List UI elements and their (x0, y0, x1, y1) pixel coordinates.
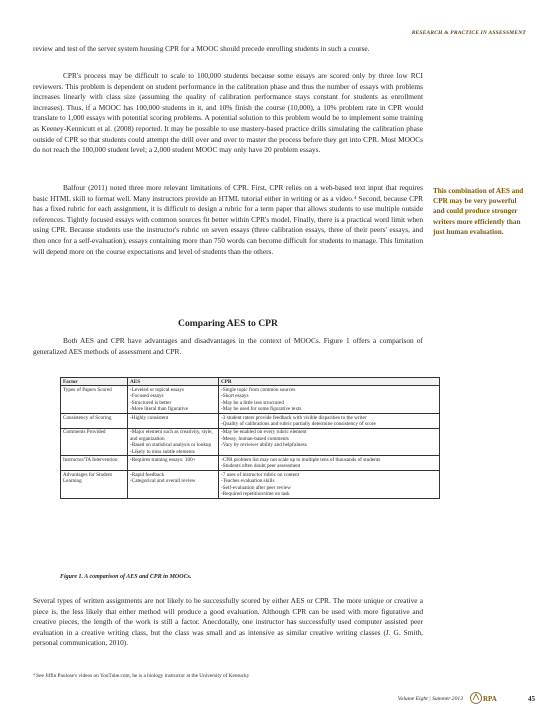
table-cell-factor: Types of Papers Scored (61, 386, 128, 414)
table-cell-cpr: -3 student raters provide feedback with visible disparities to the writer -Quality of calibrations and rubric partially determine consistency of score (219, 414, 440, 429)
table-row (61, 414, 440, 429)
table-row (61, 456, 440, 471)
paragraph-text: Both AES and CPR have advantages and disadvantages in the context of MOOCs. Figure 1 offers a comparison of generalized AES methods of assessment and CPR. (33, 336, 423, 356)
table-row (61, 428, 440, 456)
table-cell-aes: -Requires training essays: 100+ (128, 456, 219, 471)
page-number: 45 (528, 695, 535, 703)
running-header (33, 30, 526, 38)
table-cell-factor: Comments Provided (61, 428, 128, 456)
table-cell-factor: Advantages for Student Learning (61, 471, 128, 499)
footnote: ⁴ See Jiffin Paulose's videos on YouTube.com, he is a biology instructor at the University of Kentucky (33, 673, 250, 679)
table-cell-cpr: -CPR problem list may not scale up to multiple tens of thousands of students -Students often doubt peer assessment (219, 456, 440, 471)
table-row (61, 386, 440, 414)
header-factor: Factor (61, 378, 128, 386)
table-cell-factor: Consistency of Scoring (61, 414, 128, 429)
paragraph-text: review and test of the server system housing CPR for a MOOC should precede enrolling students in such a course. (33, 44, 370, 53)
table-header-row (61, 378, 440, 386)
table-cell-aes: -Rapid feedback -Categorical and overall review (128, 471, 219, 499)
header-aes: AES (128, 378, 219, 386)
paragraph-1 (33, 44, 423, 55)
rpa-logo-icon (469, 691, 499, 705)
paragraph-5 (33, 596, 423, 649)
figure-caption: Figure 1. A comparison of AES and CPR in MOOCs. (60, 574, 192, 580)
issue-label: Volume Eight | Summer 2013 (397, 696, 463, 702)
logo-text: RPA (483, 695, 497, 703)
paragraph-text: Balfour (2011) noted three more relevant limitations of CPR. First, CPR relies on a web-based text input that requires basic HTML skill to format well. Many instructors provide an HTML tutorial either in writing or as a video.⁴ Second, because CPR has a fixed rubric for each assignment, it is difficult to design a rubric for a term paper that allows students to use multiple outside references. Tightly focused essays with common sources fit better within CPR's model. Finally, there is a practical word limit when using CPR. Because students use the instructor's rubric on seven essays (three calibration essays, three of their peers' essays, and then once for a self-evaluation), essays containing more than 750 words can become difficult for students to manage. This limitation will depend more on the course expectations and level of students than the others. (33, 183, 423, 256)
paragraph-text: CPR's process may be difficult to scale to 100,000 students because some essays are scored only by three low RCI reviewers. This problem is dependent on student performance in the calibration phase and thus the number of essays with problems increases linearly with class size (assuming the quality of calibration performance stays constant for students as enrollment increases). Thus, if a MOOC has 100,000 students in it, and 10% finish the course (10,000), a 10% problem rate in CPR would translate to 1,000 essays with potential scoring problems. A potential solution to this problem would be to implement some training as Keeney-Kennicutt et al. (2008) reported. It may be possible to use mastery-based practice drills simulating the calibration phase outside of CPR so that students could attempt the drill over and over to master the process before they get into CPR. Most MOOCs do not reach the 100,000 student level; a 2,000 student MOOC may only have 20 problem essays. (33, 71, 423, 155)
header-cpr: CPR (219, 378, 440, 386)
pull-quote: This combination of AES and CPR may be very powerful and could produce stronger writers more efficiently than just human evaluation. (433, 187, 524, 236)
paragraph-text: Several types of written assignments are not likely to be successfully scored by either AES or CPR. The more unique or creative a piece is, the less likely that either method will produce a good evaluation. Although CPR can be used with more figurative and creative pieces, the length of the work is still a factor. Anecdotally, one instructor has successfully used computer assisted peer evaluation in a creative writing class, but the class was small and as intensive as similar creative writing classes (J. G. Smith, personal communication, 2010). (33, 596, 423, 648)
table-cell-aes: -Leveled or topical essays -Focused essays -Structured is better -More literal than figurative (128, 386, 219, 414)
comparison-table (60, 377, 440, 499)
table-cell-aes: -Highly consistent (128, 414, 219, 429)
table-cell-cpr: -Single topic from common sources -Short essays -May be a little less structured -May be used for some figurative texts (219, 386, 440, 414)
paragraph-3 (33, 183, 423, 257)
paragraph-4 (33, 336, 423, 357)
table-cell-cpr: -7 uses of instructor rubric on content -Teaches evaluation skills -Self-evaluation after peer review -Required repetition/time on task (219, 471, 440, 499)
paragraph-2 (33, 71, 423, 156)
table-cell-aes: -Major element such as creativity, style, and organization -Based on statistical analysis or lookup -Likely to miss subtle elements (128, 428, 219, 456)
table-cell-cpr: -May be enabled on every rubric element -Messy, human-based comments -Vary by reviewer ability and helpfulness (219, 428, 440, 456)
table-row (61, 471, 440, 499)
section-heading: Comparing AES to CPR (178, 318, 278, 329)
journal-title: RESEARCH & PRACTICE IN ASSESSMENT (411, 30, 526, 36)
table-cell-factor: Instructor/TA Intervention (61, 456, 128, 471)
